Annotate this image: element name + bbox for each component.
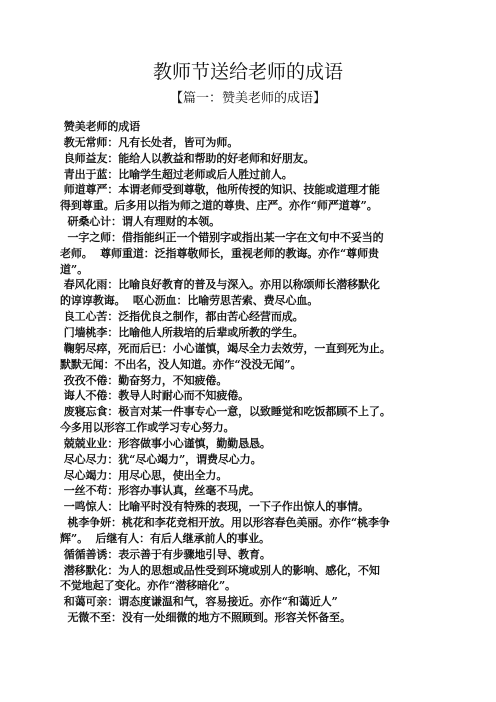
text-line: 良师益友：能给人以教益和帮助的好老师和好朋友。 [60, 151, 315, 165]
text-line: 良工心苦：泛指优良之制作，都由苦心经营而成。 [60, 310, 304, 324]
text-line: 青出于蓝：比喻学生超过老师或后人胜过前人。 [60, 167, 293, 181]
text-line: 教无常师：凡有长处者，皆可为师。 [60, 135, 239, 149]
text-line: 默默无闻：不出名，没人知道。亦作“没没无闻”。 [60, 357, 302, 371]
text-line: 无微不至：没有一处细微的地方不照顾到。形容关怀备至。 [60, 611, 351, 625]
text-line: 兢兢业业：形容做事小心谨慎，勤勤恳恳。 [60, 436, 271, 450]
text-line: 尽心竭力：用尽心思，使出全力。 [60, 468, 228, 482]
text-line: 不觉地起了变化。亦作“潜移暗化”。 [60, 579, 236, 593]
text-line: 一字之师：借指能纠正一个错别字或指出某一字在文句中不妥当的 [60, 230, 384, 244]
text-line: 师道尊严：本谓老师受到尊敬，他所传授的知识、技能或道理才能 [60, 183, 380, 197]
document-title: 教师节送给老师的成语 [152, 61, 343, 83]
text-line: 得到尊重。后多用以指为师之道的尊贵、庄严。亦作“师严道尊”。 [60, 199, 378, 213]
text-line: 诲人不倦：教导人时耐心而不知疲倦。 [60, 389, 250, 403]
text-line: 道”。 [60, 262, 89, 276]
text-line: 循循善诱：表示善于有步骤地引导、教育。 [60, 547, 271, 561]
text-line: 一丝不苟：形容办事认真，丝毫不马虎。 [60, 484, 260, 498]
text-line: 研桑心计：谓人有理财的本领。 [60, 215, 221, 229]
text-line: 尽心尽力：犹“尽心竭力”，谓费尽心力。 [60, 452, 262, 466]
text-line: 的谆谆教诲。 呕心沥血：比喻劳思苦索、费尽心血。 [60, 294, 319, 308]
text-line: 废寝忘食：极言对某一件事专心一意，以致睡觉和吃饭都顾不上了。 [60, 405, 391, 419]
text-line: 春风化雨：比喻良好教育的普及与深入。亦用以称颂师长潜移默化 [60, 278, 380, 292]
text-line: 鞠躬尽瘁，死而后已：小心谨慎，竭尽全力去效劳，一直到死为止。 [60, 341, 391, 355]
text-line: 孜孜不倦：勤奋努力，不知疲倦。 [60, 373, 228, 387]
text-line: 今多用以形容工作或学习专心努力。 [60, 421, 235, 435]
text-line: 和蔼可亲：谓态度谦温和气，容易接近。亦作“和蔼近人” [60, 595, 338, 609]
text-line: 赞美老师的成语 [60, 120, 141, 133]
text-line: 一鸣惊人：比喻平时没有特殊的表现，一下子作出惊人的事情。 [60, 500, 369, 514]
section-heading: 【篇一：赞美老师的成语】 [169, 91, 326, 106]
text-line: 老师。 尊师重道：泛指尊敬师长，重视老师的教诲。亦作“尊师贵 [60, 246, 379, 260]
document-body [60, 119, 440, 626]
text-line: 桃李争妍：桃花和李花竞相开放。用以形容春色美丽。亦作“桃李争 [60, 516, 390, 530]
text-line: 辉”。 后继有人：有后人继承前人的事业。 [60, 531, 270, 545]
text-line: 门墙桃李：比喻他人所栽培的后辈或所教的学生。 [60, 325, 304, 339]
text-line: 潜移默化：为人的思想或品性受到环境或别人的影响、感化，不知 [60, 563, 380, 577]
